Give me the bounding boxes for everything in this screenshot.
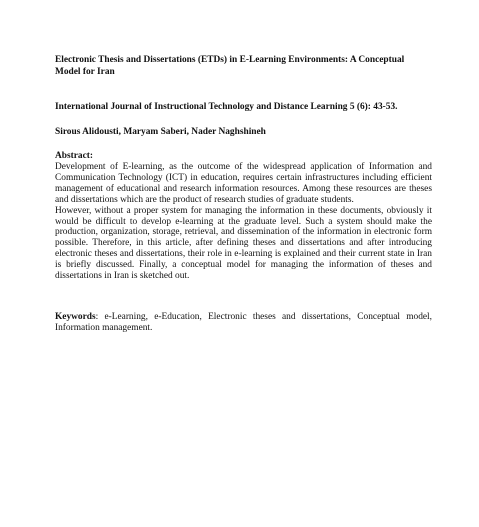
paper-page [55,54,432,333]
keywords-label: Keywords [55,312,96,322]
abstract-heading: Abstract: [55,151,94,161]
keywords-text: : e-Learning, e-Education, Electronic theses and dissertations, Conceptual model, Information management. [55,312,432,333]
journal-citation: International Journal of Instructional Technology and Distance Learning 5 (6): 43-53. [55,102,398,112]
keywords-section [55,312,432,334]
paper-title: Electronic Thesis and Dissertations (ETDs) in E-Learning Environments: A Conceptual Model for Iran [55,55,405,77]
abstract-paragraph-2: However, without a proper system for managing the information in these documents, obviously it would be difficult to develop e-learning at the graduate level. Such a system should make the production, organization, storage, retrieval, and dissemination of the information in electronic form possible. Therefore, in this article, after defining theses and dissertations and after introducing electronic theses and dissertations, their role in e-learning is explained and their current state in Iran is briefly discussed. Finally, a conceptual model for managing the information of theses and dissertations in Iran is sketched out. [55,205,432,282]
abstract-section [55,151,432,282]
author-list: Sirous Alidousti, Maryam Saberi, Nader Naghshineh [55,127,266,137]
abstract-paragraph-1: Development of E-learning, as the outcome of the widespread application of Information and Communication Technology (ICT) in education, requires certain infrastructures including efficient management of educational and research information resources. Among these resources are theses and dissertations which are the product of research studies of graduate students. [55,162,432,205]
